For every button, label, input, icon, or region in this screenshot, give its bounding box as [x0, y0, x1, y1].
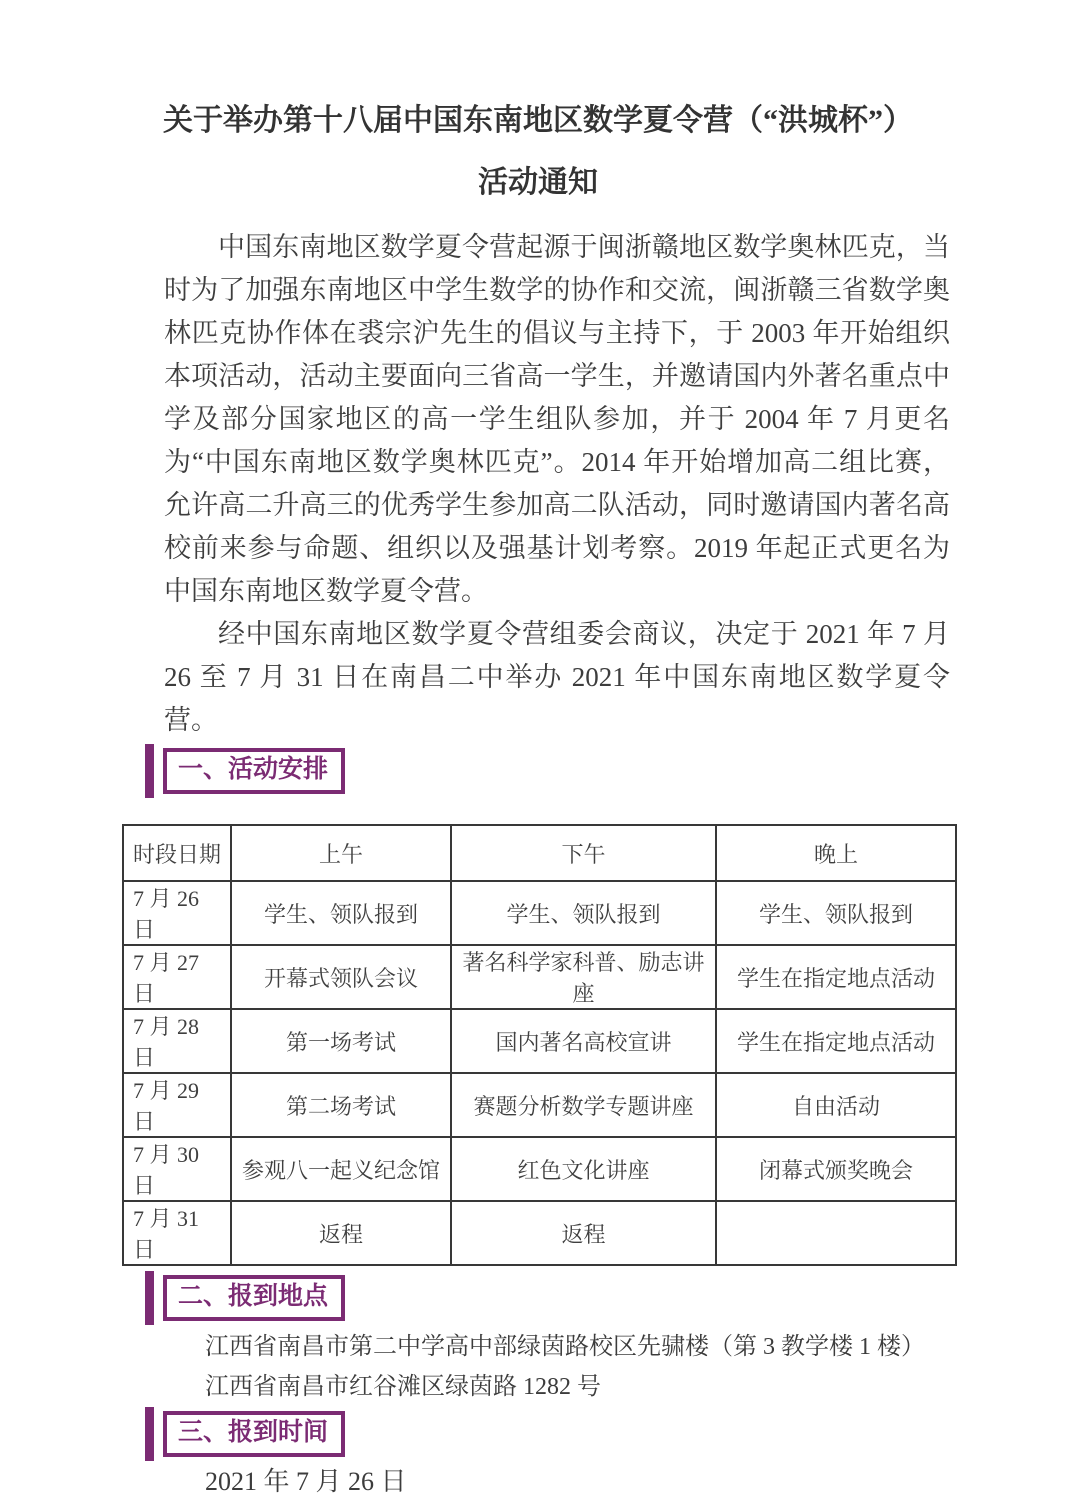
table-row — [123, 1137, 956, 1201]
table-row — [123, 1201, 956, 1265]
intro-paragraph-history: 中国东南地区数学夏令营起源于闽浙赣地区数学奥林匹克，当时为了加强东南地区中学生数学的协作和交流，闽浙赣三省数学奥林匹克协作体在裘宗沪先生的倡议与主持下，于 2003 年开始组织本项活动，活动主要面向三省高一学生，并邀请国内外著名重点中学及部分国家地区的高一学生组队参加，并于 2004 年 7 月更名为“中国东南地区数学奥林匹克”。2014 年开始增加高二组比赛，允许高二升高三的优秀学生参加高二队活动，同时邀请国内著名高校前来参与命题、组织以及强基计划考察。2019 年起正式更名为中国东南地区数学夏令营。 — [164, 232, 950, 606]
document-page — [0, 90, 1076, 1496]
schedule-cell: 赛题分析数学专题讲座 — [451, 1073, 716, 1137]
schedule-cell: 学生在指定地点活动 — [716, 945, 956, 1009]
date-cell: 7 月 31 日 — [123, 1201, 231, 1265]
schedule-cell: 著名科学家科普、励志讲座 — [451, 945, 716, 1009]
date-cell: 7 月 26 日 — [123, 881, 231, 945]
schedule-cell — [716, 1201, 956, 1265]
report-time-value: 2021 年 7 月 26 日 — [205, 1467, 407, 1496]
schedule-cell: 学生在指定地点活动 — [716, 1009, 956, 1073]
date-cell: 7 月 30 日 — [123, 1137, 231, 1201]
section-heading-time — [145, 1407, 1076, 1461]
column-header: 晚上 — [716, 825, 956, 881]
date-cell: 7 月 29 日 — [123, 1073, 231, 1137]
schedule-cell: 自由活动 — [716, 1073, 956, 1137]
schedule-cell: 学生、领队报到 — [451, 881, 716, 945]
report-location-line-2: 江西省南昌市红谷滩区绿茵路 1282 号 — [205, 1374, 601, 1400]
schedule-cell: 红色文化讲座 — [451, 1137, 716, 1201]
section-heading-activities — [145, 744, 1076, 798]
document-title — [60, 90, 1016, 214]
schedule-cell: 返程 — [231, 1201, 451, 1265]
date-cell: 7 月 27 日 — [123, 945, 231, 1009]
schedule-table — [122, 824, 957, 1266]
schedule-cell: 返程 — [451, 1201, 716, 1265]
table-row — [123, 945, 956, 1009]
title-line-2: 活动通知 — [478, 166, 598, 199]
table-row — [123, 1073, 956, 1137]
section-accent-bar — [145, 744, 154, 798]
schedule-cell: 学生、领队报到 — [231, 881, 451, 945]
date-cell: 7 月 28 日 — [123, 1009, 231, 1073]
table-row — [123, 1009, 956, 1073]
report-location-line-1: 江西省南昌市第二中学高中部绿茵路校区先骕楼（第 3 教学楼 1 楼） — [205, 1334, 925, 1360]
section-accent-bar — [145, 1407, 154, 1461]
schedule-table-body — [123, 881, 956, 1265]
table-row — [123, 881, 956, 945]
schedule-cell: 第一场考试 — [231, 1009, 451, 1073]
schedule-cell: 开幕式领队会议 — [231, 945, 451, 1009]
table-header-row — [123, 825, 956, 881]
schedule-cell: 国内著名高校宣讲 — [451, 1009, 716, 1073]
section-title-box — [163, 1411, 345, 1457]
section-title: 一、活动安排 — [178, 755, 329, 783]
section-heading-location — [145, 1271, 1076, 1325]
schedule-cell: 闭幕式颁奖晚会 — [716, 1137, 956, 1201]
column-header: 时段日期 — [123, 825, 231, 881]
section-title: 二、报到地点 — [178, 1282, 329, 1310]
section-title: 三、报到时间 — [178, 1418, 329, 1446]
schedule-cell: 学生、领队报到 — [716, 881, 956, 945]
title-line-1: 关于举办第十八届中国东南地区数学夏令营（“洪城杯”） — [163, 104, 913, 137]
section-title-box — [163, 1275, 345, 1321]
intro-paragraph-decision: 经中国东南地区数学夏令营组委会商议，决定于 2021 年 7 月 26 至 7 月 31 日在南昌二中举办 2021 年中国东南地区数学夏令营。 — [164, 619, 950, 735]
column-header: 上午 — [231, 825, 451, 881]
schedule-cell: 参观八一起义纪念馆 — [231, 1137, 451, 1201]
column-header: 下午 — [451, 825, 716, 881]
section-title-box — [163, 748, 345, 794]
section-accent-bar — [145, 1271, 154, 1325]
schedule-cell: 第二场考试 — [231, 1073, 451, 1137]
